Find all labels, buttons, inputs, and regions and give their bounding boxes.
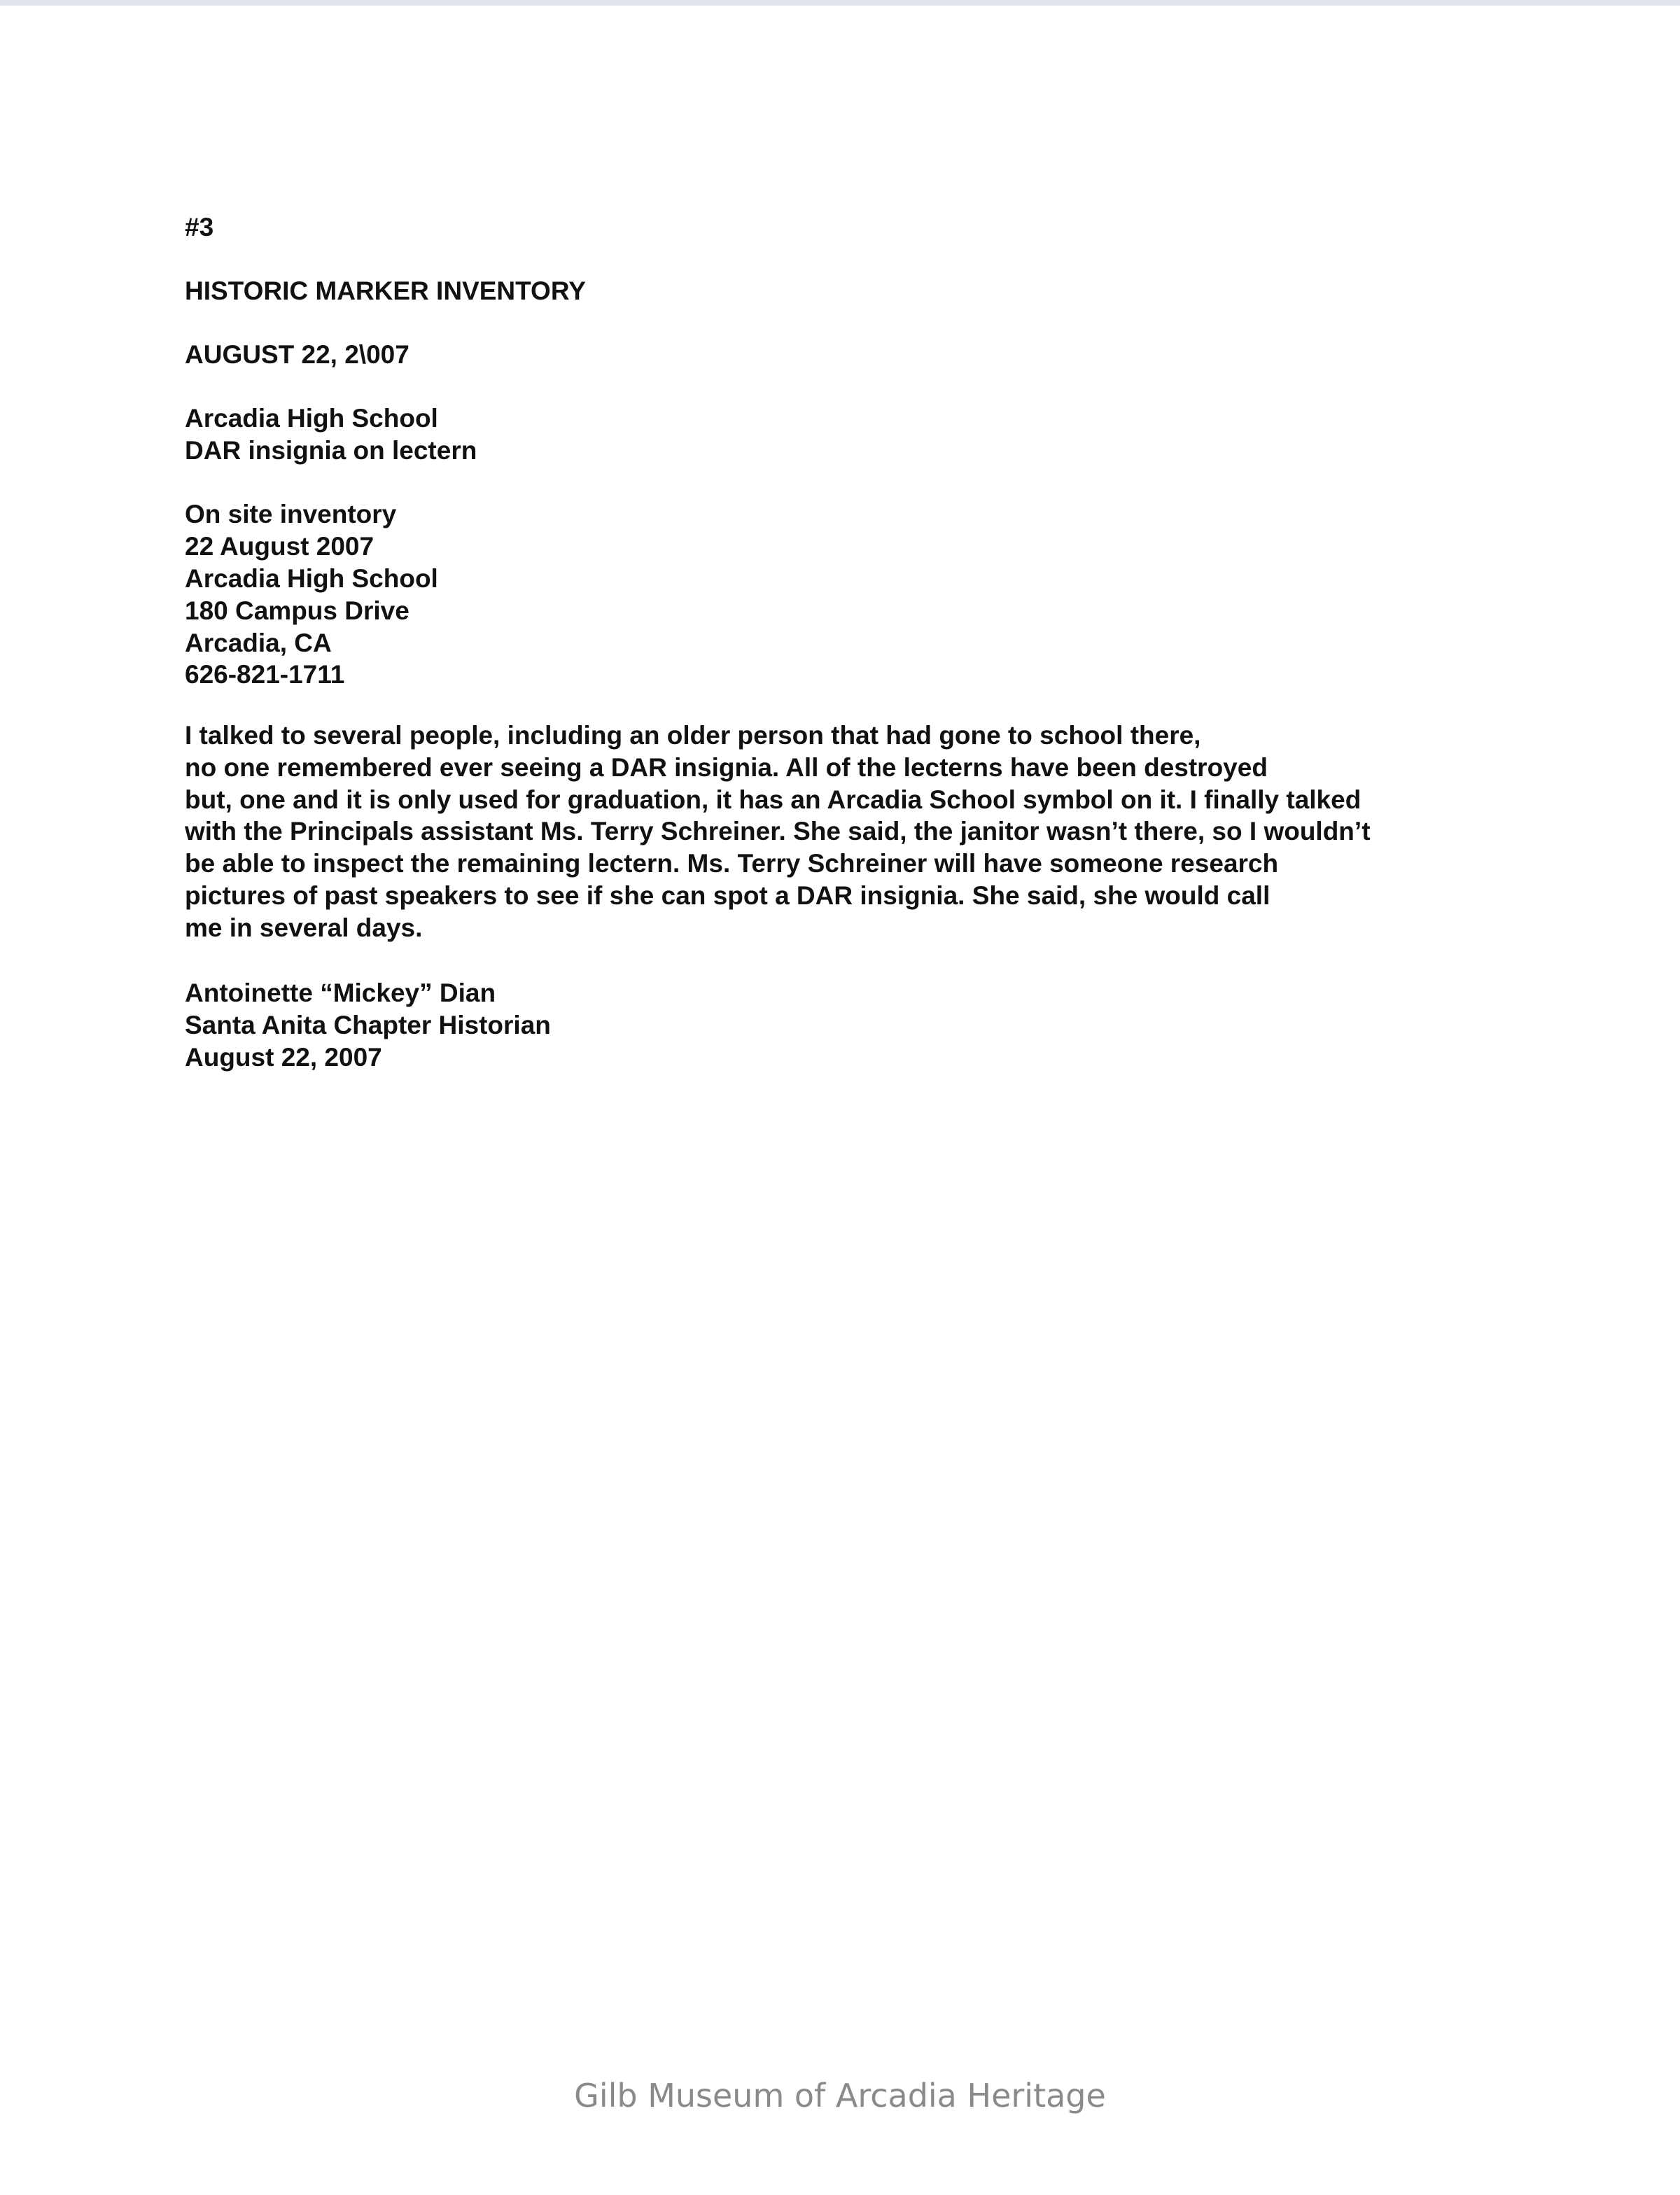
site-detail-line: On site inventory	[185, 500, 397, 528]
signature-date: August 22, 2007	[185, 1043, 382, 1072]
subject-line: Arcadia High School	[185, 404, 438, 433]
document-title: HISTORIC MARKER INVENTORY	[185, 276, 586, 305]
body-paragraph-line: I talked to several people, including an older person that had gone to school there,	[185, 721, 1201, 750]
body-paragraph-line: pictures of past speakers to see if she can spot a DAR insignia. She said, she would call	[185, 881, 1270, 910]
body-paragraph-line: me in several days.	[185, 913, 423, 942]
site-detail-line: 180 Campus Drive	[185, 596, 410, 625]
subject-line: DAR insignia on lectern	[185, 436, 477, 465]
body-paragraph-line: with the Principals assistant Ms. Terry Schreiner. She said, the janitor wasn’t there, so I wouldn’t	[185, 817, 1371, 846]
body-paragraph-line: but, one and it is only used for graduation, it has an Arcadia School symbol on it. I finally talked	[185, 785, 1362, 814]
signature-name: Antoinette “Mickey” Dian	[185, 979, 496, 1007]
site-detail-line: Arcadia, CA	[185, 629, 332, 657]
site-detail-line: 626-821-1711	[185, 660, 345, 689]
body-paragraph-line: be able to inspect the remaining lectern. Ms. Terry Schreiner will have someone research	[185, 849, 1279, 878]
signature-role: Santa Anita Chapter Historian	[185, 1011, 551, 1039]
museum-watermark: Gilb Museum of Arcadia Heritage	[574, 2077, 1106, 2115]
document-number: #3	[185, 213, 214, 241]
date-heading: AUGUST 22, 2\007	[185, 340, 410, 369]
site-detail-line: 22 August 2007	[185, 532, 374, 561]
body-paragraph-line: no one remembered ever seeing a DAR insignia. All of the lecterns have been destroyed	[185, 753, 1268, 782]
site-detail-line: Arcadia High School	[185, 564, 438, 593]
scan-top-edge	[0, 0, 1680, 6]
